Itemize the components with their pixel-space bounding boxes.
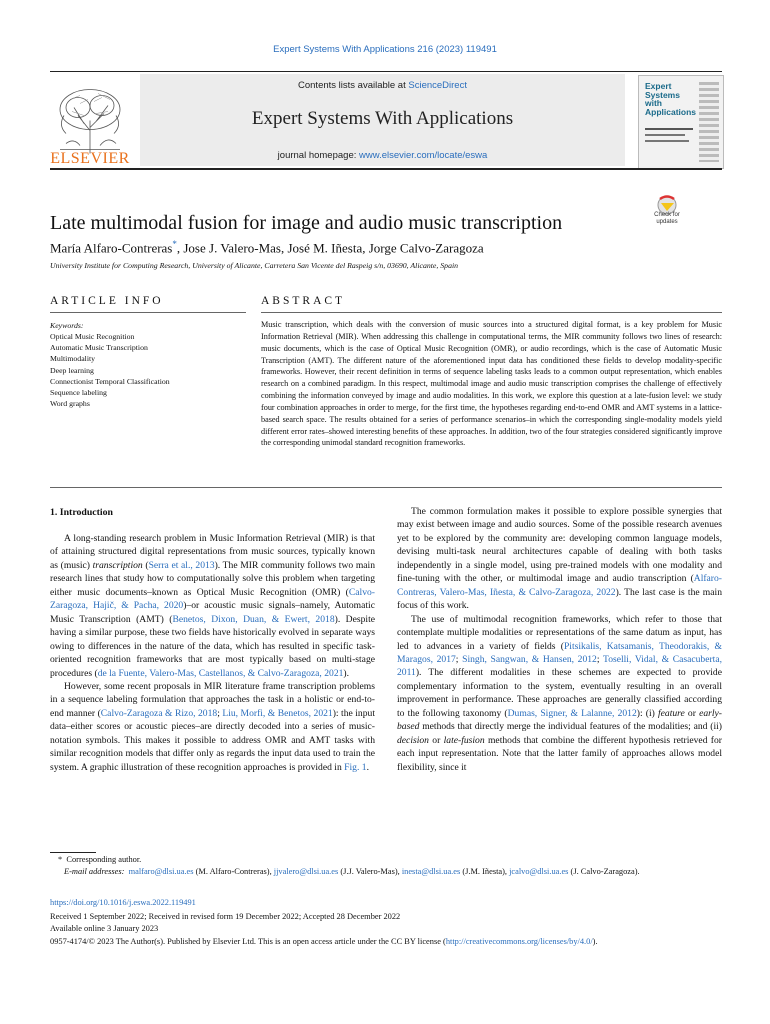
email-owner: (J.J. Valero-Mas), — [338, 867, 402, 877]
license-link[interactable]: http://creativecommons.org/licenses/by/4.0/ — [445, 936, 593, 946]
email-link[interactable]: malfaro@dlsi.ua.es — [128, 867, 194, 877]
body-text: ). Despite having a similar purpose, these two fields have historically evolved in separate ways owing to differences in the nature of the data, which has resulted in specific task-oriented recognition frameworks that are most typically based on multi-stage procedures ( — [50, 613, 375, 679]
abstract-heading: ABSTRACT — [261, 295, 346, 307]
footnotes — [50, 854, 722, 879]
available-online: Available online 3 January 2023 — [50, 924, 159, 934]
citation-link[interactable]: Calvo-Zaragoza & Rizo, 2018 — [100, 707, 218, 719]
author-name[interactable]: María Alfaro-Contreras — [50, 240, 173, 256]
license-prefix: 0957-4174/© 2023 The Author(s). Published by Elsevier Ltd. This is an open access article under the CC BY license ( — [50, 936, 446, 946]
cover-line — [645, 128, 693, 130]
author-name[interactable]: Jose J. Valero-Mas — [183, 240, 281, 256]
right-column — [397, 505, 722, 774]
homepage-prefix: journal homepage: — [277, 150, 360, 161]
body-text: . — [366, 761, 369, 773]
body-text: However, some recent proposals in MIR literature frame transcription problems in a sequence labeling formulation that approaches the task in a holistic or end-to-end manner ( — [50, 680, 375, 719]
cover-artwork — [699, 82, 719, 162]
left-column — [50, 532, 375, 774]
email-owner: (M. Alfaro-Contreras), — [193, 867, 274, 877]
emphasis-text: early-based — [397, 707, 722, 733]
email-label: E-mail addresses: — [64, 867, 125, 877]
header-bottom-rule — [50, 168, 722, 170]
author-name[interactable]: José M. Iñesta — [287, 240, 363, 256]
cover-line — [645, 140, 689, 142]
body-text: ; — [455, 653, 463, 665]
corresponding-author-mark[interactable]: * — [172, 239, 177, 249]
keyword-item: Optical Music Recognition — [50, 332, 135, 341]
body-text: )–or acoustic music signals–namely, Automatic Music Transcription (AMT) ( — [50, 600, 375, 625]
body-text: methods that combine the different hypothesis retrieved for each input representation. Note that the latter family of approaches allows model flexibility, since it — [397, 734, 722, 773]
abstract-bottom-rule — [50, 487, 722, 488]
doi-link[interactable]: https://doi.org/10.1016/j.eswa.2022.119491 — [50, 898, 196, 907]
citation-link[interactable]: Benetos, Dixon, Duan, & Ewert, 2018 — [172, 613, 335, 625]
sciencedirect-link[interactable]: ScienceDirect — [408, 80, 467, 91]
emphasis-text: late-fusion — [443, 734, 485, 746]
citation-link[interactable]: Liu, Morfi, & Benetos, 2021 — [222, 707, 333, 719]
article-info-rule — [50, 312, 246, 313]
body-text: ( — [142, 559, 149, 571]
cover-title: Expert Systems with Applications — [645, 81, 697, 117]
header-top-rule — [50, 71, 722, 72]
paper-title: Late multimodal fusion for image and audio music transcription — [50, 212, 563, 234]
author-list: María Alfaro-Contreras*, Jose J. Valero-Mas, José M. Iñesta, Jorge Calvo-Zaragoza — [50, 239, 484, 256]
keyword-item: Multimodality — [50, 354, 96, 364]
body-text: or — [428, 734, 444, 746]
homepage-link[interactable]: www.elsevier.com/locate/eswa — [359, 150, 488, 161]
keyword-item: Deep learning — [50, 365, 94, 375]
author-name[interactable]: Jorge Calvo-Zaragoza — [368, 240, 484, 256]
emphasis-text: decision — [397, 734, 429, 746]
received-dates: Received 1 September 2022; Received in revised form 19 December 2022; Accepted 28 December 2022 — [50, 912, 401, 921]
introduction-heading: 1. Introduction — [50, 507, 113, 518]
body-text: ): the input data–either scores or acoustic pieces–are directly decoded into a series of music-notation symbols. This makes it possible to address OMR and AMT tasks with similar recognition models that differ only as regards the input data used to train the system. A graphic illustration of these recognition approaches is provided in — [50, 707, 375, 773]
publisher-name: ELSEVIER — [50, 150, 130, 167]
keywords-label: Keywords: — [50, 321, 84, 330]
journal-reference[interactable]: Expert Systems With Applications 216 (2023) 119491 — [273, 44, 497, 55]
abstract-rule — [261, 312, 722, 313]
body-text: ). The different modalities in these schemes are expected to provide complementary information to the system, eventually resulting in an overall improvement in performance. These approaches are generally classified according to the following taxonomy ( — [397, 667, 722, 719]
journal-homepage — [140, 150, 625, 161]
footnote-rule — [50, 852, 96, 853]
corresponding-footnote — [50, 854, 722, 866]
journal-title: Expert Systems With Applications — [251, 108, 514, 129]
email-owner: (J. Calvo-Zaragoza). — [568, 867, 640, 877]
journal-cover-thumbnail[interactable] — [638, 75, 724, 169]
email-link[interactable]: jcalvo@dlsi.ua.es — [509, 867, 569, 877]
emphasis-text: feature — [657, 707, 685, 719]
intro-paragraph — [50, 680, 375, 774]
corresponding-author-note: Corresponding author. — [66, 855, 142, 864]
license-line — [50, 936, 730, 948]
keyword-item: Sequence labeling — [50, 388, 107, 398]
email-footnote — [50, 866, 722, 878]
keywords-list — [50, 331, 170, 409]
cover-line — [645, 134, 685, 136]
emphasis-text: transcription — [92, 559, 143, 571]
body-text: ). — [343, 667, 350, 679]
keyword-item: Automatic Music Transcription — [50, 343, 148, 353]
abstract-text: Music transcription, which deals with the conversion of music sources into a structured digital format, is a key problem for Music Information Retrieval (MIR). When addressing this challenge in computational terms, the MIR community follows two lines of research: music documents, which is the case of Optical Music Recognition (OMR), or audio recordings, which is the case of Automatic Music Transcription (AMT). The different nature of the aforementioned input data has conditioned these fields to develop modality-specific frameworks. However, their recent definition in terms of sequence labeling tasks leads to a common output representation, which enables research on a combined paradigm. In this respect, multimodal image and audio music transcription comprises the challenge of effectively combining the information conveyed by image and audio modalities. In this work, we explore this question at a late-fusion level: we study four combination approaches in order to merge, for the first time, the hypotheses regarding end-to-end OMR and AMT systems in a lattice-based search space. The results obtained for a series of performance scenarios–in which the corresponding single-modality models yield different error rates–showed interesting benefits of these approaches. In addition, two of the four strategies considered significantly improve the corresponding unimodal standard recognition frameworks. — [261, 320, 722, 448]
citation-link[interactable]: Calvo-Zaragoza, Hajič, & Pacha, 2020 — [50, 586, 375, 612]
citation-link[interactable]: Serra et al., 2013 — [148, 559, 215, 571]
keyword-item: Word graphs — [50, 399, 90, 409]
citation-link[interactable]: Dumas, Signer, & Lalanne, 2012 — [507, 707, 637, 719]
body-text: methods that directly merge the individual features of the modalities; and (ii) — [419, 721, 722, 733]
body-text: ; — [217, 707, 223, 719]
footnote-mark: * — [58, 855, 63, 864]
citation-link[interactable]: Toselli, Vidal, & Casacuberta, 2011 — [397, 653, 722, 679]
body-text: or — [684, 707, 700, 719]
body-text: The use of multimodal recognition frameworks, which refer to those that contemplate multiple modalities or representations of the same datum as input, has led to advances in a variety of fields ( — [397, 613, 722, 652]
citation-link[interactable]: Pitsikalis, Katsamanis, Theodorakis, & Maragos, 2017 — [397, 640, 722, 665]
citation-link[interactable]: Fig. 1 — [344, 761, 367, 773]
email-owner: (J.M. Iñesta), — [460, 867, 510, 877]
contents-prefix: Contents lists available at — [298, 80, 409, 91]
article-info-heading: ARTICLE INFO — [50, 295, 164, 307]
affiliation: University Institute for Computing Research, University of Alicante, Carretera San Vicente del Raspeig s/n, 03690, Alicante, Spain — [50, 261, 459, 270]
contents-availability — [140, 80, 625, 91]
publication-info — [50, 911, 730, 948]
citation-link[interactable]: Singh, Sangwan, & Hansen, 2012 — [462, 653, 597, 665]
email-link[interactable]: inesta@dlsi.ua.es — [401, 867, 461, 877]
citation-link[interactable]: Alfaro-Contreras, Valero-Mas, Iñesta, & Calvo-Zaragoza, 2022 — [397, 573, 722, 598]
body-text: The common formulation makes it possible to explore possible synergies that may exist between image and audio sources. Some of the possible research avenues yet to be explored by the community are: developing common language models, devising multi-task neural architectures capable of dealing with both tasks independently in a single model, using pre-trained models with one modality and fine-tuning with the other, or multimodal image and audio transcription ( — [397, 506, 722, 585]
body-text: ). The MIR community follows two main research lines that study how to computationally solve this problem when targeting either music documents–known as Optical Music Recognition (OMR) ( — [50, 559, 375, 598]
body-text: A long-standing research problem in Music Information Retrieval (MIR) is that of attaining structured digital representations from music sources, typically known as (music) — [50, 533, 375, 571]
keyword-item: Connectionist Temporal Classification — [50, 376, 170, 386]
intro-paragraph — [50, 532, 375, 680]
intro-paragraph — [397, 505, 722, 613]
body-text: ; — [596, 653, 603, 665]
license-suffix: ). — [592, 936, 598, 946]
intro-paragraph — [397, 613, 722, 774]
body-text: ). The last case is the main focus of this work. — [397, 586, 722, 612]
check-for-updates-label[interactable]: Check for updates — [654, 212, 680, 225]
citation-link[interactable]: de la Fuente, Valero-Mas, Castellanos, & Calvo-Zaragoza, 2021 — [97, 667, 344, 679]
email-link[interactable]: jjvalero@dlsi.ua.es — [273, 867, 339, 877]
body-text: ): (i) — [636, 707, 658, 719]
